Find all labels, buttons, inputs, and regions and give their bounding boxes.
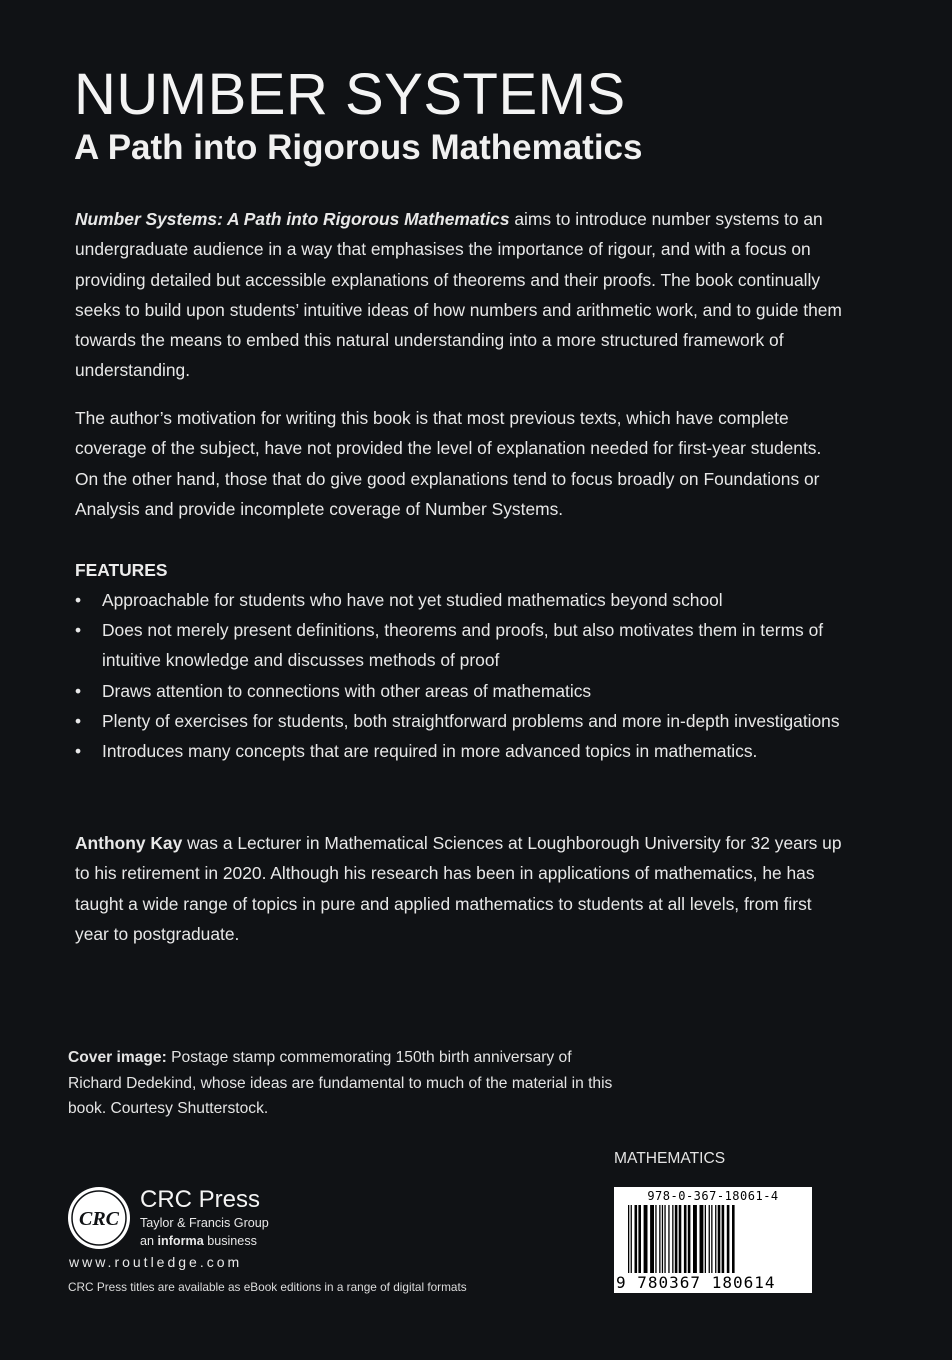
barcode-bar	[638, 1205, 641, 1273]
publisher-website[interactable]: www.routledge.com	[69, 1254, 243, 1270]
bullet-icon: •	[75, 710, 82, 731]
description-paragraph-2: The author’s motivation for writing this book is that most previous texts, which have complete coverage of the subject, have not provided the level of explanation needed for first-year students. On the other hand, those that do give good explanations tend to focus broadly on Foundations or Analysis and provide incomplete coverage of Number Systems.	[75, 408, 822, 519]
feature-text: Approachable for students who have not yet studied mathematics beyond school	[102, 590, 723, 610]
barcode-bar	[684, 1205, 687, 1273]
barcode-bar	[644, 1205, 648, 1273]
publisher-group: Taylor & Francis Group	[140, 1216, 269, 1230]
barcode-bar	[628, 1205, 629, 1273]
barcode-bar	[718, 1205, 721, 1273]
barcode-bar	[688, 1205, 691, 1273]
feature-item	[75, 676, 845, 706]
barcode-bar	[659, 1205, 660, 1273]
bullet-icon: •	[75, 620, 82, 641]
feature-item	[75, 585, 845, 615]
barcode-bar	[709, 1205, 710, 1273]
description-lead-title: Number Systems: A Path into Rigorous Mathematics	[75, 209, 510, 229]
tag-bold: informa	[157, 1234, 204, 1248]
features-list	[75, 585, 845, 766]
barcode-bar	[675, 1205, 678, 1273]
bullet-icon: •	[75, 680, 82, 701]
feature-item	[75, 736, 845, 766]
cover-image-note	[68, 1045, 628, 1122]
publisher-name: CRC Press	[140, 1186, 261, 1213]
barcode-bar	[727, 1205, 730, 1273]
barcode-bar	[650, 1205, 654, 1273]
crc-press-logo	[66, 1185, 132, 1251]
feature-item	[75, 615, 845, 675]
barcode-bar	[693, 1205, 697, 1273]
barcode-bar	[635, 1205, 638, 1273]
feature-text: Draws attention to connections with other areas of mathematics	[102, 680, 592, 701]
bullet-icon: •	[75, 590, 82, 610]
ebook-note: CRC Press titles are available as eBook editions in a range of digital formats	[68, 1280, 467, 1294]
author-name: Anthony Kay	[75, 833, 183, 853]
barcode-bar	[672, 1205, 673, 1273]
barcode-bar	[662, 1205, 663, 1273]
barcode-bar	[732, 1205, 735, 1273]
feature-text: Plenty of exercises for students, both straightforward problems and more in-depth investigations	[102, 710, 840, 731]
description-paragraph-1-text: aims to introduce number systems to an undergraduate audience in a way that emphasises the importance of rigour, and with a focus on providing detailed but accessible explanations of theorems and their proofs. The book continually seeks to build upon students’ intuitive ideas of how numbers and arithmetic work, and to guide them towards the means to embed this natural understanding into a more structured framework of understanding.	[75, 209, 842, 381]
cover-note-text: Postage stamp commemorating 150th birth anniversary of Richard Dedekind, whose ideas are fundamental to much of the material in this book. Courtesy Shutterstock.	[68, 1049, 613, 1117]
barcode-bar	[722, 1205, 725, 1273]
barcode-bar	[715, 1205, 716, 1273]
cover-note-label: Cover image:	[68, 1049, 167, 1066]
isbn-bottom-text: 9 780367 180614	[616, 1273, 776, 1292]
logo-text: CRC	[78, 1208, 120, 1230]
barcode-bar	[711, 1205, 712, 1273]
description-paragraph-1	[75, 204, 845, 386]
isbn-barcode	[614, 1187, 812, 1293]
tag-suffix: business	[203, 1234, 257, 1248]
barcode-bar	[700, 1205, 704, 1273]
barcode-bar	[679, 1205, 682, 1273]
isbn-top-text: 978-0-367-18061-4	[647, 1189, 779, 1203]
author-bio-text: was a Lecturer in Mathematical Sciences at Loughborough University for 32 years up to his retirement in 2020. Although his research has been in applications of mathematics, he has taught a wide range of topics in pure and applied mathematics to students at all levels, from first year to postgraduate.	[75, 833, 842, 944]
barcode-bar	[664, 1205, 665, 1273]
book-subtitle: A Path into Rigorous Mathematics	[74, 128, 643, 167]
feature-text: Introduces many concepts that are required in more advanced topics in mathematics.	[102, 741, 758, 762]
barcode-bar	[705, 1205, 706, 1273]
barcode-bar	[631, 1205, 632, 1273]
tag-prefix: an	[140, 1234, 158, 1248]
book-title: NUMBER SYSTEMS	[74, 62, 626, 127]
feature-item	[75, 706, 845, 736]
features-heading: FEATURES	[75, 560, 168, 580]
publisher-tagline	[140, 1233, 257, 1249]
author-bio	[75, 828, 845, 949]
feature-text: Does not merely present definitions, theorems and proofs, but also motivates them in terms of intuitive knowledge and discusses methods of proof	[102, 620, 824, 671]
subject-category: MATHEMATICS	[614, 1150, 726, 1167]
barcode-bar	[655, 1205, 656, 1273]
barcode-bar	[668, 1205, 669, 1273]
bullet-icon: •	[75, 741, 82, 762]
